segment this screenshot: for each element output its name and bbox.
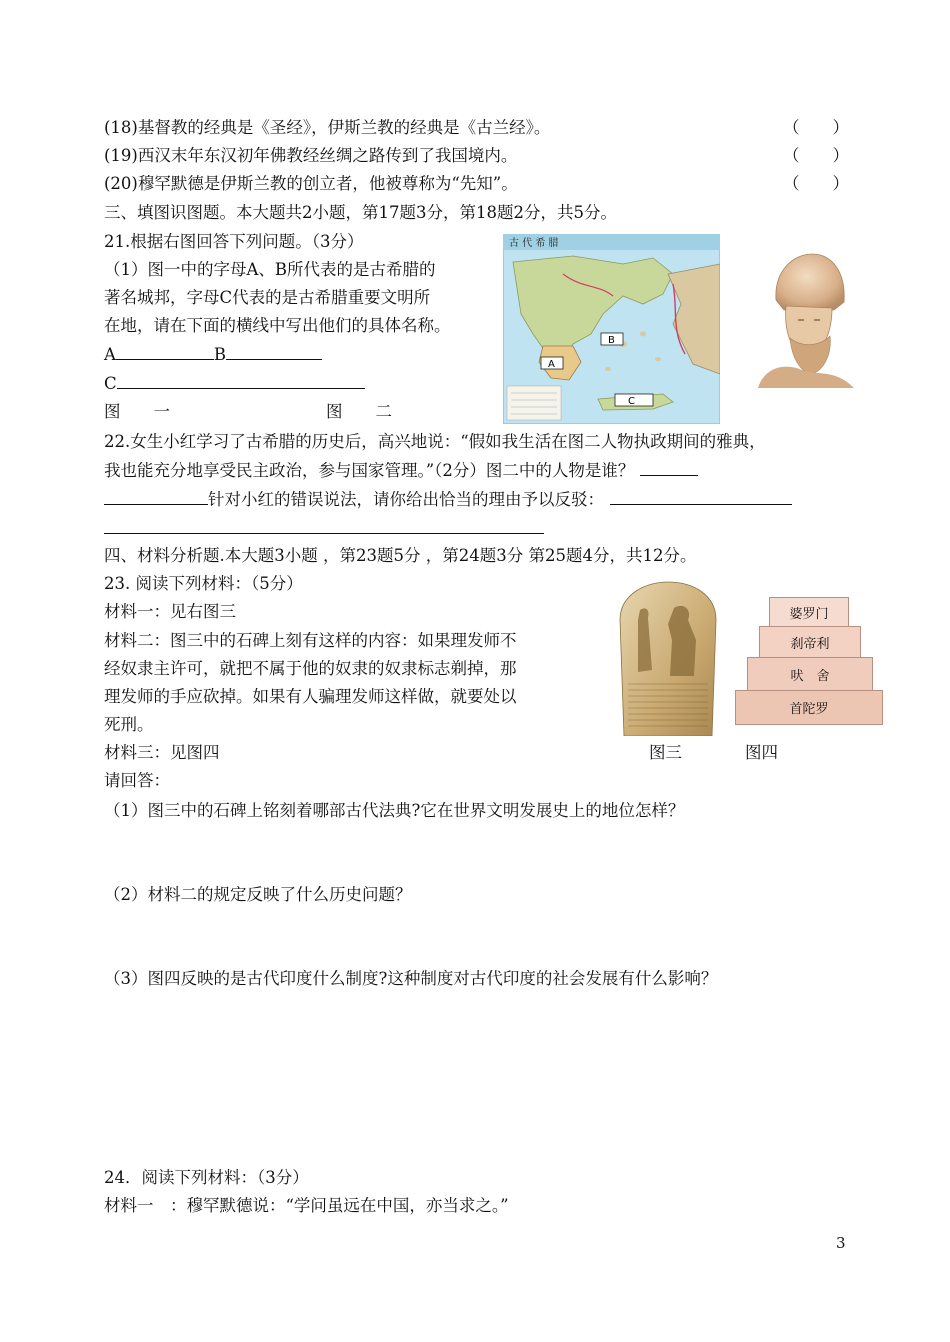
- section-3-heading: 三、填图识图题。本大题共2小题，第17题3分，第18题2分，共5分。: [104, 203, 617, 222]
- ancient-greece-map: [503, 234, 720, 424]
- code-of-hammurabi-stele-image: [616, 580, 720, 736]
- q22-answer-blank-1[interactable]: [640, 459, 698, 476]
- q22-answer-blank-3[interactable]: [104, 533, 544, 534]
- answer-prompt: 请回答：: [104, 771, 170, 790]
- q23-material-1: 材料一：见右图三: [104, 602, 236, 621]
- q24-title: 24．阅读下列材料：（3分）: [104, 1168, 309, 1187]
- caste-level-brahmin: 婆罗门: [769, 597, 849, 627]
- blank-a-line[interactable]: [116, 343, 214, 360]
- blank-c-label: C: [104, 374, 117, 393]
- caste-level-shudra: 首陀罗: [735, 690, 883, 725]
- q23-question-2: （2）材料二的规定反映了什么历史问题？: [104, 885, 412, 904]
- q23-material-3: 材料三：见图四: [104, 743, 220, 762]
- q21-text-line-2: 著名城邦，字母C代表的是古希腊重要文明所: [104, 288, 431, 307]
- map-legend: [507, 386, 561, 420]
- q22-line-2: [104, 459, 698, 482]
- q22-refute-prompt: 针对小红的错误说法，请你给出恰当的理由予以反驳：: [208, 490, 604, 509]
- q23-material-2-line-4: 死刑。: [104, 715, 154, 734]
- pericles-bust-image: [754, 250, 858, 388]
- map-label-a: A: [548, 359, 555, 370]
- blank-b-label: B: [213, 345, 227, 364]
- q23-question-1: （1）图三中的石碑上铭刻着哪部古代法典?它在世界文明发展史上的地位怎样？: [104, 801, 685, 820]
- island: [640, 332, 646, 337]
- q22-line-1: 22.女生小红学习了古希腊的历史后，高兴地说：“假如我生活在图二人物执政期间的雅典，: [104, 432, 766, 451]
- q22-line-3: [104, 488, 792, 511]
- island: [655, 357, 661, 361]
- q21-title: 21.根据右图回答下列问题。（3分）: [104, 232, 364, 251]
- figure-4-caption: 图四: [745, 743, 778, 762]
- judgement-item-18: (18)基督教的经典是《圣经》，伊斯兰教的经典是《古兰经》。: [104, 118, 551, 137]
- q21-blank-row-c: [104, 372, 365, 395]
- q22-answer-blank-2[interactable]: [610, 488, 792, 505]
- q21-text-line-3: 在地，请在下面的横线中写出他们的具体名称。: [104, 316, 451, 335]
- answer-paren-20[interactable]: （ ）: [783, 174, 849, 193]
- blank-c-line[interactable]: [117, 372, 365, 389]
- caste-level-kshatriya: 刹帝利: [759, 626, 861, 658]
- q23-material-2-line-2: 经奴隶主许可，就把不属于他的奴隶的奴隶标志剃掉，那: [104, 659, 517, 678]
- q24-material-1: 材料一 ：穆罕默德说：“学问虽远在中国，亦当求之。”: [104, 1196, 509, 1215]
- q23-title: 23. 阅读下列材料：（5分）: [104, 574, 303, 593]
- judgement-item-19: (19)西汉末年东汉初年佛教经丝绸之路传到了我国境内。: [104, 146, 518, 165]
- answer-paren-19[interactable]: （ ）: [783, 146, 849, 165]
- map-label-b: B: [608, 335, 615, 346]
- q22-question: 我也能充分地享受民主政治，参与国家管理。”（2分）图二中的人物是谁？: [104, 461, 635, 480]
- caste-level-vaishya: 吠 舍: [747, 657, 873, 691]
- q23-material-2-line-1: 材料二：图三中的石碑上刻有这样的内容：如果理发师不: [104, 631, 517, 650]
- map-label-c: C: [628, 396, 635, 407]
- q23-material-2-line-3: 理发师的手应砍掉。如果有人骗理发师这样做，就要处以: [104, 687, 517, 706]
- map-title: 古 代 希 腊: [509, 238, 559, 249]
- judgement-item-20: (20)穆罕默德是伊斯兰教的创立者，他被尊称为“先知”。: [104, 174, 518, 193]
- blank-b-line[interactable]: [226, 343, 322, 360]
- blank-a-label: A: [104, 345, 116, 364]
- q23-question-3: （3）图四反映的是古代印度什么制度?这种制度对古代印度的社会发展有什么影响？: [104, 969, 718, 988]
- q21-blank-row-ab: [104, 343, 322, 366]
- page-number: 3: [836, 1234, 846, 1252]
- figure-2-caption: 图 二: [326, 402, 392, 421]
- stele-body: [620, 582, 716, 736]
- q21-text-line-1: （1）图一中的字母A、B所代表的是古希腊的: [104, 260, 436, 279]
- section-4-heading: 四、材料分析题.本大题3小题 ，第23题5分 ，第24题3分 第25题4分，共12分。: [104, 546, 697, 565]
- answer-paren-18[interactable]: （ ）: [783, 118, 849, 137]
- figure-1-caption: 图 一: [104, 402, 170, 421]
- caste-system-pyramid: [735, 597, 882, 725]
- figure-3-caption: 图三: [649, 743, 682, 762]
- q22-answer-blank-1-cont[interactable]: [104, 488, 208, 505]
- helmet-shape: [776, 254, 844, 310]
- island: [605, 367, 611, 371]
